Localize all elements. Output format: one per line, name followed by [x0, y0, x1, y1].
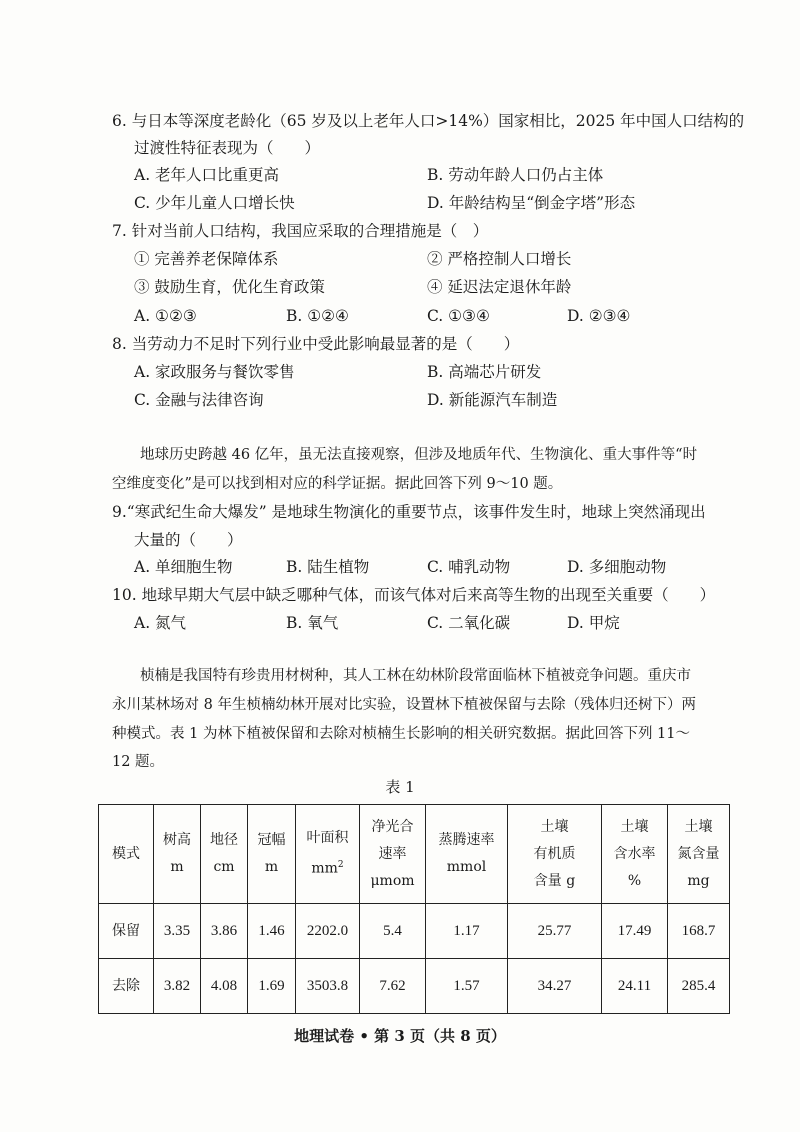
table-cell: 34.27: [508, 959, 602, 1014]
table-cell: 1.46: [248, 904, 296, 959]
question-6-option-b: B. 劳动年龄人口仍占主体: [427, 166, 604, 184]
question-7-option-a: A. ①②③: [134, 307, 197, 325]
question-9-option-d: D. 多细胞动物: [567, 558, 667, 576]
question-7-option-d: D. ②③④: [567, 307, 631, 325]
table-cell: 3.35: [154, 904, 201, 959]
passage-2-line-3: 种模式。表 1 为林下植被保留和去除对桢楠生长影响的相关研究数据。据此回答下列 11～: [112, 726, 690, 742]
question-8-stem: 8. 当劳动力不足时下列行业中受此影响最显著的是（ ）: [112, 335, 520, 353]
passage-1-line-2: 空维度变化”是可以找到相对应的科学证据。据此回答下列 9～10 题。: [112, 476, 563, 492]
table-cell: 2202.0: [296, 904, 360, 959]
question-8-option-a: A. 家政服务与餐饮零售: [134, 363, 295, 381]
question-9-option-b: B. 陆生植物: [286, 558, 370, 576]
question-9-stem-continued: 大量的（ ）: [134, 531, 243, 549]
table-caption: 表 1: [385, 778, 415, 796]
header-mode: 模式: [99, 805, 154, 904]
table-cell: 1.69: [248, 959, 296, 1014]
question-7-statement-2: ② 严格控制人口增长: [427, 250, 572, 268]
question-7-statement-3: ③ 鼓励生育，优化生育政策: [134, 278, 325, 296]
question-9-option-c: C. 哺乳动物: [427, 558, 511, 576]
header-leaf-area: 叶面积 $mm^2$: [296, 805, 360, 904]
question-7-option-c: C. ①③④: [427, 307, 490, 325]
question-9-stem: 9.“寒武纪生命大爆发” 是地球生物演化的重要节点，该事件发生时，地球上突然涌现出: [112, 503, 706, 521]
passage-1-line-1: 地球历史跨越 46 亿年，虽无法直接观察，但涉及地质年代、生物演化、重大事件等“时: [140, 447, 698, 463]
question-10-option-a: A. 氮气: [134, 614, 187, 632]
question-6-stem-continued: 过渡性特征表现为（ ）: [134, 139, 321, 157]
header-soil-organic-matter: 土壤 有机质 含量 g: [508, 805, 602, 904]
passage-2-line-1: 桢楠是我国特有珍贵用材树种，其人工林在幼林阶段常面临林下植被竞争问题。重庆市: [140, 668, 691, 684]
table-cell: 1.57: [426, 959, 508, 1014]
page-footer: 地理试卷 • 第 3 页（共 8 页）: [294, 1027, 506, 1045]
table-cell: 3.82: [154, 959, 201, 1014]
question-7-statement-1: ① 完善养老保障体系: [134, 250, 279, 268]
question-10-option-b: B. 氧气: [286, 614, 339, 632]
question-7-stem: 7. 针对当前人口结构，我国应采取的合理措施是（ ）: [112, 222, 489, 240]
header-soil-nitrogen: 土壤 氮含量 mg: [668, 805, 730, 904]
table-cell: 7.62: [360, 959, 426, 1014]
question-9-option-a: A. 单细胞生物: [134, 558, 233, 576]
question-6-stem: 6. 与日本等深度老龄化（65 岁及以上老年人口>14%）国家相比，2025 年中国人口结构的: [112, 112, 745, 130]
question-6-option-a: A. 老年人口比重更高: [134, 166, 280, 184]
table-cell: 168.7: [668, 904, 730, 959]
question-7-statement-4: ④ 延迟法定退休年龄: [427, 278, 572, 296]
question-7-option-b: B. ①②④: [286, 307, 349, 325]
question-10-option-c: C. 二氧化碳: [427, 614, 511, 632]
table-cell: 25.77: [508, 904, 602, 959]
header-net-photosynthesis: 净光合 速率 μmom: [360, 805, 426, 904]
table-cell: 285.4: [668, 959, 730, 1014]
header-tree-height: 树高 m: [154, 805, 201, 904]
table-cell: 3.86: [201, 904, 248, 959]
header-transpiration: 蒸腾速率 mmol: [426, 805, 508, 904]
table-cell: 保留: [99, 904, 154, 959]
question-8-option-d: D. 新能源汽车制造: [427, 391, 558, 409]
passage-2-line-4: 12 题。: [112, 754, 165, 770]
table-cell: 5.4: [360, 904, 426, 959]
growth-data-table: [98, 804, 730, 1014]
table-header-row: [99, 805, 730, 904]
header-crown-width: 冠幅 m: [248, 805, 296, 904]
table-cell: 17.49: [602, 904, 668, 959]
question-10-stem: 10. 地球早期大气层中缺乏哪种气体，而该气体对后来高等生物的出现至关重要（ ）: [112, 586, 716, 604]
question-6-option-d: D. 年龄结构呈“倒金字塔”形态: [427, 194, 636, 212]
table-cell: 1.17: [426, 904, 508, 959]
header-soil-moisture: 土壤 含水率 %: [602, 805, 668, 904]
table-cell: 24.11: [602, 959, 668, 1014]
table-row: [99, 904, 730, 959]
table-cell: 3503.8: [296, 959, 360, 1014]
table-cell: 4.08: [201, 959, 248, 1014]
question-6-option-c: C. 少年儿童人口增长快: [134, 194, 295, 212]
question-8-option-c: C. 金融与法律咨询: [134, 391, 264, 409]
question-10-option-d: D. 甲烷: [567, 614, 620, 632]
table-cell: 去除: [99, 959, 154, 1014]
header-ground-diameter: 地径 cm: [201, 805, 248, 904]
question-8-option-b: B. 高端芯片研发: [427, 363, 542, 381]
passage-2-line-2: 永川某林场对 8 年生桢楠幼林开展对比实验，设置林下植被保留与去除（残体归还树下）两: [112, 697, 696, 713]
table-row: [99, 959, 730, 1014]
